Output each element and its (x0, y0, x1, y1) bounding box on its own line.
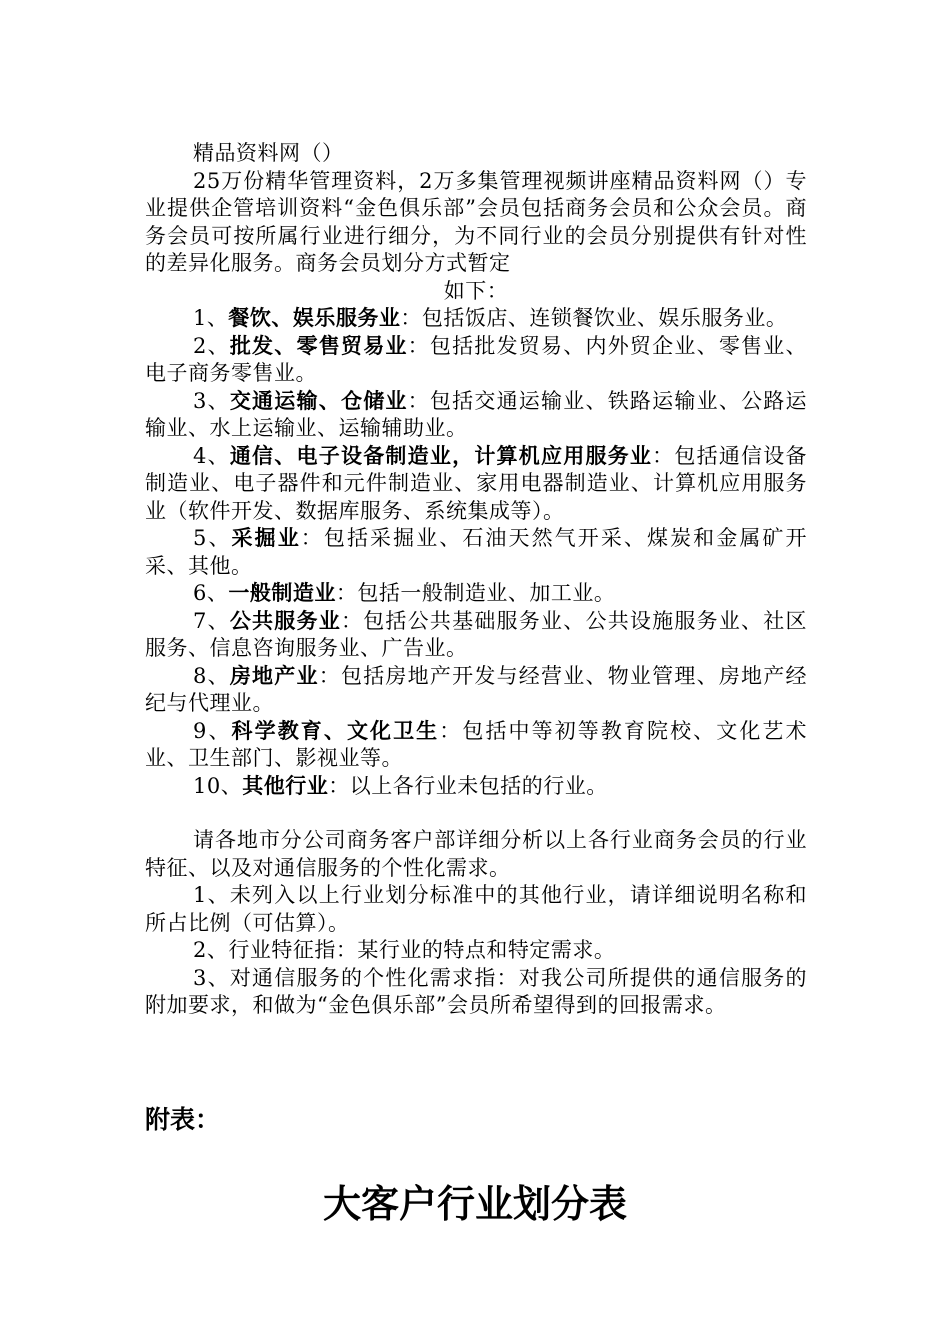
instruction-item: 2、行业特征指：某行业的特点和特定需求。 (193, 938, 616, 962)
category-name: 房地产业 (229, 663, 319, 688)
category-item (145, 525, 807, 580)
category-item (145, 443, 807, 526)
category-number: 5、 (193, 526, 232, 550)
category-number: 4、 (193, 443, 230, 468)
category-name: 交通运输、仓储业 (229, 388, 408, 413)
category-description: ：包括房地产开发与经营业、物业管理、房地产经纪与代理业。 (145, 663, 808, 715)
category-list (145, 305, 807, 800)
category-number: 7、 (193, 608, 230, 633)
category-name: 餐饮、娱乐服务业 (228, 306, 401, 330)
category-number: 6、 (193, 581, 229, 605)
document-body (145, 140, 807, 1020)
category-item (145, 718, 807, 773)
category-number: 3、 (193, 388, 230, 413)
category-item (145, 773, 807, 801)
category-number: 9、 (193, 718, 232, 743)
table-title: 大客户行业划分表 (322, 1182, 627, 1226)
category-item (145, 608, 807, 663)
category-description: ：包括采掘业、石油天然气开采、煤炭和金属矿开采、其他。 (145, 526, 807, 578)
category-description: ：包括饭店、连锁餐饮业、娱乐服务业。 (400, 306, 788, 330)
category-description: ：包括交通运输业、铁路运输业、公路运输业、水上运输业、运输辅助业。 (145, 388, 808, 440)
category-number: 2、 (193, 333, 230, 358)
category-item (145, 580, 807, 608)
category-name: 公共服务业 (229, 608, 341, 633)
category-number: 8、 (193, 663, 230, 688)
category-item (145, 333, 807, 388)
category-name: 批发、零售贸易业 (229, 333, 408, 358)
category-name: 采掘业 (231, 526, 301, 550)
category-number: 1、 (193, 306, 229, 330)
appendix-label: 附表： (145, 1105, 221, 1134)
category-name: 一般制造业 (228, 581, 336, 605)
category-description: ：包括中等初等教育院校、文化艺术业、卫生部门、影视业等。 (145, 718, 808, 770)
category-description: ：包括批发贸易、内外贸企业、零售业、电子商务零售业。 (145, 333, 808, 385)
category-item (145, 388, 807, 443)
instruction-item: 3、对通信服务的个性化需求指：对我公司所提供的通信服务的附加要求，和做为“金色俱乐部”会员所希望得到的回报需求。 (145, 965, 807, 1017)
intro-paragraph: 25万份精华管理资料，2万多集管理视频讲座精品资料网（）专业提供企管培训资料“金色俱乐部”会员包括商务会员和公众会员。商务会员可按所属行业进行细分，为不同行业的会员分别提供有针对性的差异化服务。商务会员划分方式暂定 (145, 168, 807, 275)
paragraph-gap (145, 800, 807, 827)
category-name: 其他行业 (242, 773, 329, 798)
category-description: ：包括一般制造业、加工业。 (335, 581, 616, 605)
category-item (145, 663, 807, 718)
category-item (145, 305, 807, 333)
category-description: ：包括公共基础服务业、公共设施服务业、社区服务、信息咨询服务业、广告业。 (145, 608, 808, 660)
category-description: ：以上各行业未包括的行业。 (328, 773, 608, 798)
instructions-paragraph: 请各地市分公司商务客户部详细分析以上各行业商务会员的行业特征、以及对通信服务的个性化需求。 (145, 828, 807, 880)
source-line: 精品资料网（） (193, 141, 344, 165)
category-number: 10、 (193, 773, 243, 798)
instruction-item: 1、未列入以上行业划分标准中的其他行业，请详细说明名称和所占比例（可估算）。 (145, 883, 807, 935)
category-name: 通信、电子设备制造业，计算机应用服务业 (229, 443, 653, 468)
category-description: ：包括通信设备制造业、电子器件和元件制造业、家用电器制造业、计算机应用服务业（软件开发、数据库服务、系统集成等）。 (145, 443, 808, 523)
intro-tail: 如下： (443, 278, 509, 303)
category-name: 科学教育、文化卫生 (231, 718, 440, 743)
